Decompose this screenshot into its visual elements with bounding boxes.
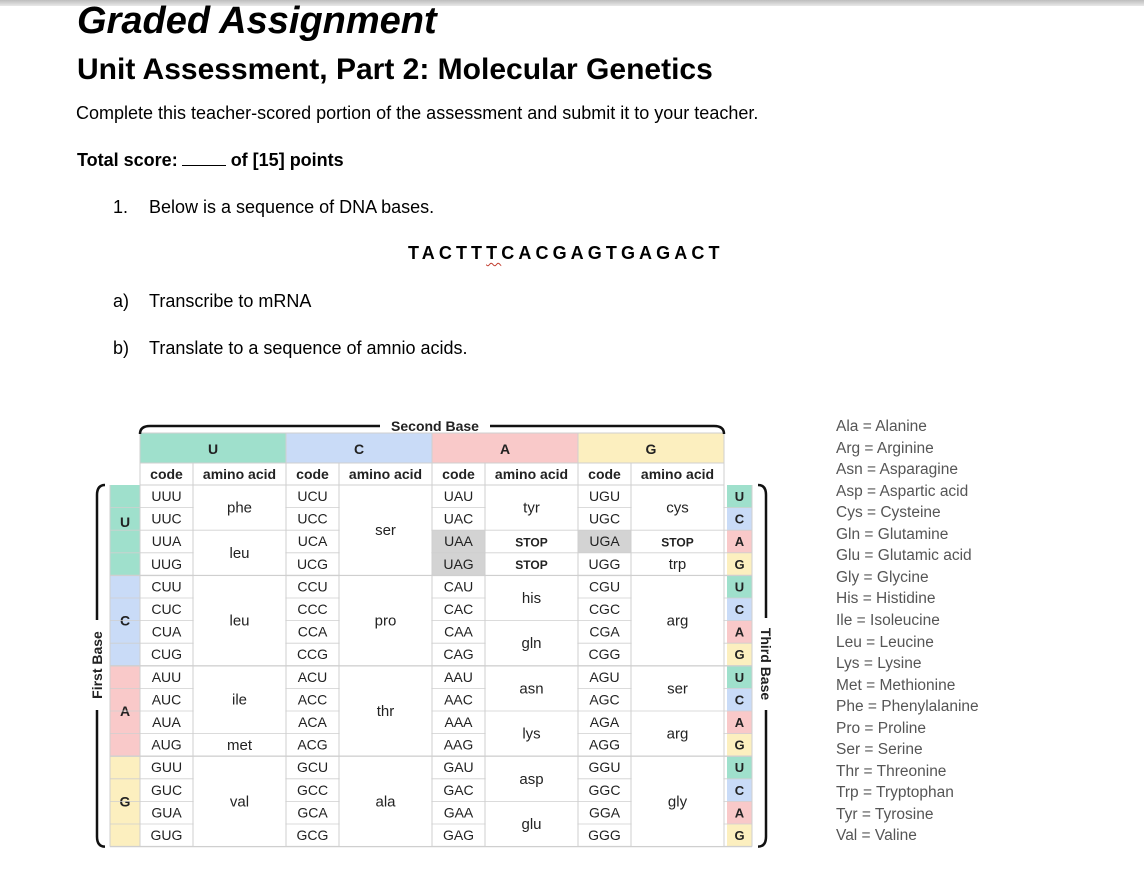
amino-acid-label: leu <box>229 612 250 630</box>
codon-code: UCU <box>297 488 328 504</box>
instructions-text: Complete this teacher-scored portion of the assessment and submit it to your teacher. <box>76 103 759 123</box>
codon-code: UGG <box>588 555 621 572</box>
third-base-label-G: G <box>734 647 745 663</box>
codon-code: UCC <box>297 510 328 527</box>
amino-acid-label: ala <box>375 793 396 811</box>
amino-acid-label: arg <box>666 725 689 743</box>
codon-code: GGC <box>588 781 621 798</box>
amino-acid-column-header: amino acid <box>202 466 277 482</box>
third-base-label-U: U <box>734 669 745 685</box>
amino-acid-label: glu <box>521 816 542 833</box>
amino-acid-label: asp <box>519 770 544 788</box>
third-base-label-G: G <box>734 828 745 843</box>
codon-code: AAG <box>443 736 474 753</box>
third-base-label-C: C <box>734 692 745 708</box>
part-text: Transcribe to mRNA <box>149 291 312 311</box>
abbreviation-item: Pro = Proline <box>836 719 927 737</box>
codon-code: CGU <box>588 578 621 595</box>
amino-acid-label: trp <box>668 556 687 574</box>
second-base-title: Second Base <box>391 418 479 434</box>
codon-code: AGA <box>589 714 620 730</box>
codon-code: UAC <box>443 510 474 527</box>
codon-code: CCC <box>297 601 328 617</box>
amino-acid-label: gly <box>667 793 688 811</box>
codon-code: CGA <box>589 623 620 640</box>
amino-acid-label: arg <box>666 612 689 630</box>
abbreviation-item: Met = Methionine <box>836 676 956 694</box>
abbreviation-item: Tyr = Tyrosine <box>836 805 934 823</box>
abbreviation-item: His = Histidine <box>836 590 936 608</box>
codon-code: CAU <box>443 578 474 595</box>
codon-code: GAC <box>443 781 474 798</box>
abbreviation-item: Phe = Phenylalanine <box>836 698 979 716</box>
codon-code: ACA <box>298 714 327 730</box>
amino-acid-label: tyr <box>523 499 540 517</box>
stop-codon-label: STOP <box>515 535 548 550</box>
abbreviation-item: Asp = Aspartic acid <box>836 482 969 500</box>
third-base-label-C: C <box>734 602 745 617</box>
codon-code: CUC <box>151 601 182 617</box>
codon-code: ACC <box>297 691 328 708</box>
second-base-label-G: G <box>645 441 657 457</box>
codon-code: CUU <box>151 578 182 595</box>
third-base-label-A: A <box>734 624 745 640</box>
third-base-label-C: C <box>734 782 745 798</box>
abbreviation-item: Gly = Glycine <box>836 568 929 586</box>
codon-code: AAA <box>444 714 473 730</box>
codon-code: UCG <box>296 555 329 572</box>
codon-code: UCA <box>297 533 328 550</box>
codon-code: CCG <box>296 646 329 663</box>
third-base-label-A: A <box>734 805 745 821</box>
page-title: Graded Assignment <box>77 0 437 42</box>
amino-acid-label: pro <box>374 612 397 630</box>
amino-acid-label: ser <box>375 522 396 540</box>
codon-code: AUA <box>152 714 181 730</box>
amino-acid-label: thr <box>376 703 395 720</box>
codon-code: UUU <box>151 488 182 504</box>
codon-code: GUU <box>150 759 183 776</box>
codon-code: GCG <box>296 827 329 843</box>
codon-code: ACU <box>297 668 328 685</box>
amino-acid-column-header: amino acid <box>348 466 423 482</box>
amino-acid-label: met <box>226 736 253 754</box>
abbreviation-item: Ile = Isoleucine <box>836 611 940 629</box>
codon-code: UAU <box>443 488 474 504</box>
part-text: Translate to a sequence of amnio acids. <box>149 338 468 358</box>
third-base-label-U: U <box>734 579 745 595</box>
total-score-label: Total score: <box>77 150 178 170</box>
codon-code: GAG <box>442 827 475 843</box>
abbreviation-item: Leu = Leucine <box>836 633 934 651</box>
codon-code: AGG <box>588 736 621 753</box>
second-base-label-C: C <box>353 441 365 457</box>
abbreviation-item: Trp = Tryptophan <box>836 784 954 802</box>
codon-code: ACG <box>297 736 328 753</box>
third-base-label-U: U <box>734 489 745 504</box>
codon-code: UUA <box>151 533 182 550</box>
codon-code: GGA <box>588 804 621 821</box>
dna-sequence-end: CACGAGTGAGACT <box>501 243 724 263</box>
abbreviation-item: Val = Valine <box>836 827 917 845</box>
code-column-header: code <box>150 466 183 482</box>
codon-code: AUC <box>151 691 182 708</box>
code-column-header: code <box>442 466 475 482</box>
abbreviation-item: Gln = Glutamine <box>836 525 949 543</box>
codon-code: GUA <box>151 804 182 821</box>
second-base-label-U: U <box>207 441 219 457</box>
third-base-label-U: U <box>734 760 745 776</box>
abbreviation-item: Arg = Arginine <box>836 439 934 457</box>
codon-code: GCA <box>297 804 328 821</box>
codon-code: UGC <box>588 510 621 527</box>
codon-code: GGG <box>588 827 621 843</box>
codon-code: GAU <box>443 759 474 776</box>
abbreviation-item: Glu = Glutamic acid <box>836 547 972 565</box>
codon-code: UGU <box>588 488 621 504</box>
total-score-suffix: of [15] points <box>230 150 344 170</box>
codon-code: CUA <box>151 623 182 640</box>
amino-acid-label: gln <box>521 635 542 653</box>
codon-code: AGU <box>589 668 620 685</box>
amino-acid-label: asn <box>519 680 544 698</box>
codon-code: CUG <box>150 646 183 663</box>
part-label: b) <box>113 338 130 358</box>
third-base-label-G: G <box>734 737 745 753</box>
code-column-header: code <box>296 466 329 482</box>
part-label: a) <box>113 291 130 311</box>
third-base-label-G: G <box>734 556 745 572</box>
codon-code: UUG <box>150 555 183 572</box>
abbreviation-item: Thr = Threonine <box>836 762 947 780</box>
question-text: Below is a sequence of DNA bases. <box>149 197 435 217</box>
codon-code: GCC <box>296 781 329 798</box>
code-column-header: code <box>588 466 621 482</box>
codon-code: CAG <box>443 646 474 663</box>
codon-code: AAC <box>444 691 473 708</box>
codon-code: CCA <box>297 623 328 640</box>
third-base-label-A: A <box>734 715 745 730</box>
second-base-label-A: A <box>499 441 511 457</box>
codon-code: GUG <box>150 827 183 843</box>
amino-acid-column-header: amino acid <box>494 466 569 482</box>
amino-acid-label: cys <box>666 499 689 517</box>
abbreviation-item: Cys = Cysteine <box>836 504 941 522</box>
amino-acid-label: leu <box>229 544 250 562</box>
question-number: 1. <box>113 197 129 217</box>
stop-codon-label: STOP <box>661 535 694 550</box>
codon-code: UUC <box>151 510 182 527</box>
codon-code: CCU <box>297 578 328 595</box>
first-base-label-A: A <box>119 703 131 719</box>
codon-code: GAA <box>443 804 474 821</box>
codon-code: UAA <box>444 533 473 550</box>
amino-acid-label: phe <box>226 499 253 517</box>
third-base-label-A: A <box>734 534 745 550</box>
codon-code: AAU <box>444 668 473 685</box>
stop-codon-label: STOP <box>515 558 548 573</box>
abbreviation-item: Ser = Serine <box>836 741 923 759</box>
third-base-label-C: C <box>734 511 745 527</box>
amino-acid-label: ser <box>667 680 688 698</box>
codon-code: CAA <box>444 623 473 640</box>
first-base-label-G: G <box>119 793 131 810</box>
amino-acid-label: ile <box>231 691 248 709</box>
codon-code: GUC <box>150 781 183 798</box>
first-base-title: First Base <box>89 631 105 699</box>
codon-code: UAG <box>443 555 474 572</box>
codon-code: AUG <box>151 736 182 753</box>
codon-code: CGG <box>588 646 621 663</box>
amino-acid-label: val <box>229 793 250 811</box>
codon-code: GGU <box>588 759 621 776</box>
page-subtitle: Unit Assessment, Part 2: Molecular Genetics <box>77 53 713 86</box>
amino-acid-label: his <box>521 590 542 607</box>
codon-code: AGC <box>589 691 620 708</box>
codon-code: CGC <box>588 601 621 617</box>
abbreviation-item: Asn = Asparagine <box>836 461 958 479</box>
first-base-label-U: U <box>119 514 131 531</box>
codon-code: GCU <box>296 759 329 776</box>
abbreviation-item: Ala = Alanine <box>836 418 927 435</box>
amino-acid-label: lys <box>522 725 541 743</box>
codon-code: AUU <box>151 668 182 685</box>
dna-sequence-start: TACTT <box>408 243 487 263</box>
third-base-title: Third Base <box>758 627 774 701</box>
codon-code: UGA <box>589 533 620 550</box>
codon-code: CAC <box>443 601 474 617</box>
abbreviation-item: Lys = Lysine <box>836 655 922 673</box>
first-base-label-C: C <box>119 612 131 629</box>
amino-acid-column-header: amino acid <box>640 466 715 482</box>
spellcheck-marked-base: T <box>486 243 502 263</box>
